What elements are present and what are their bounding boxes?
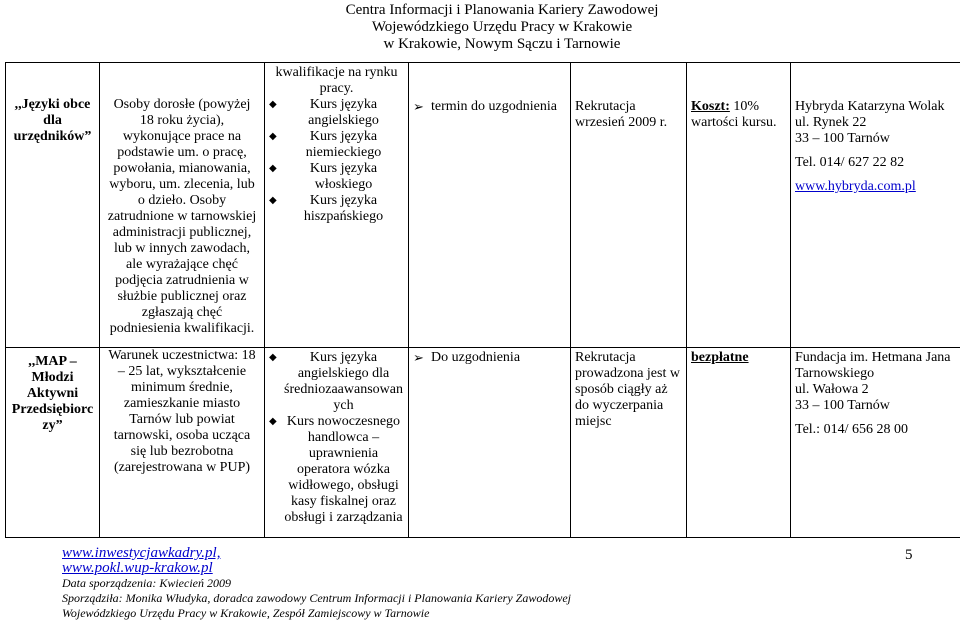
recruitment-cell: Rekrutacja prowadzona jest w sposób ciągły aż do wyczerpania miejsc — [571, 348, 687, 538]
header-line-3: w Krakowie, Nowym Sączu i Tarnowie — [44, 36, 960, 53]
cost-cell — [687, 348, 791, 538]
list-item: ◆ Kurs języka niemieckiego — [269, 129, 404, 161]
contact-name: Hybryda Katarzyna Wolak — [795, 99, 960, 115]
footer-link-inwestycja[interactable]: www.inwestycjawkadry.pl, — [62, 546, 571, 561]
footer-date: Data sporządzenia: Kwiecień 2009 — [62, 576, 571, 591]
term-cell — [409, 63, 571, 348]
target-group-cell — [100, 63, 265, 348]
contact-cell — [791, 63, 960, 348]
table-row — [6, 63, 960, 348]
contact-phone: Tel. 014/ 627 22 82 — [795, 155, 960, 171]
cost-value: 10% wartości kursu. — [691, 99, 777, 130]
courses-cell — [265, 63, 409, 348]
contact-city: 33 – 100 Tarnów — [795, 398, 960, 414]
list-item: ◆ Kurs nowoczesnego handlowca – uprawnienia operatora wózka widłowego, obsługi kasy fiskalnej oraz obsługi i zarządzania — [269, 414, 404, 526]
term-text: ➢ Do uzgodnienia — [413, 350, 566, 366]
courses-table — [5, 62, 960, 538]
header-line-2: Wojewódzkiego Urzędu Pracy w Krakowie — [44, 19, 960, 36]
target-group-cell: Warunek uczestnictwa: 18 – 25 lat, wykształcenie minimum średnie, zamieszkanie miasto Tarnów lub powiat tarnowski, osoba ucząca się lub bezrobotna (zarejestrowana w PUP) — [100, 348, 265, 538]
course-list — [269, 97, 404, 225]
footer-office: Wojewódzkiego Urzędu Pracy w Krakowie, Zespół Zamiejscowy w Tarnowie — [62, 606, 571, 621]
footer-link-pokl[interactable]: www.pokl.wup-krakow.pl — [62, 561, 571, 576]
page-number: 5 — [905, 547, 913, 564]
list-item: ◆ Kurs języka włoskiego — [269, 161, 404, 193]
list-item: ◆ Kurs języka angielskiego dla średniozaawansowan ych — [269, 350, 404, 414]
cost-label: Koszt: — [691, 99, 730, 114]
contact-name: Fundacja im. Hetmana Jana Tarnowskiego — [795, 350, 960, 382]
footer-author: Sporządziła: Monika Włudyka, doradca zawodowy Centrum Informacji i Planowania Kariery Zawodowej — [62, 591, 571, 606]
list-item: ◆ Kurs języka hiszpańskiego — [269, 193, 404, 225]
term-cell — [409, 348, 571, 538]
header-line-1: Centra Informacji i Planowania Kariery Zawodowej — [44, 2, 960, 19]
document-header — [0, 2, 960, 53]
cost-cell — [687, 63, 791, 348]
contact-website-link[interactable]: www.hybryda.com.pl — [795, 179, 960, 195]
document-footer — [62, 546, 571, 621]
project-name-cell: ,,Języki obce dla urzędników” — [6, 63, 100, 348]
term-text: ➢ termin do uzgodnienia — [413, 99, 566, 115]
recruitment-cell: Rekrutacja wrzesień 2009 r. — [571, 63, 687, 348]
cost-free-label: bezpłatne — [691, 350, 749, 365]
table-row — [6, 348, 960, 538]
courses-intro: kwalifikacje na rynku pracy. — [269, 65, 404, 97]
target-group-text: Osoby dorosłe (powyżej 18 roku życia), wykonujące prace na podstawie um. o pracę, powołania, mianowania, wyboru, um. zlecenia, lub o dzieło. Osoby zatrudnione w tarnowskiej administracji publicznej, lub w innych zawodach, ale wyrażające chęć podjęcia zatrudnienia w służbie publicznej oraz zgłaszają chęć podniesienia kwalifikacji. — [108, 97, 257, 336]
list-item: ◆ Kurs języka angielskiego — [269, 97, 404, 129]
contact-city: 33 – 100 Tarnów — [795, 131, 960, 147]
contact-address: ul. Rynek 22 — [795, 115, 960, 131]
project-name-cell: ,,MAP – Młodzi Aktywni Przedsiębiorc zy” — [6, 348, 100, 538]
course-list — [269, 350, 404, 526]
contact-phone: Tel.: 014/ 656 28 00 — [795, 422, 960, 438]
contact-cell — [791, 348, 960, 538]
courses-cell — [265, 348, 409, 538]
contact-address: ul. Wałowa 2 — [795, 382, 960, 398]
